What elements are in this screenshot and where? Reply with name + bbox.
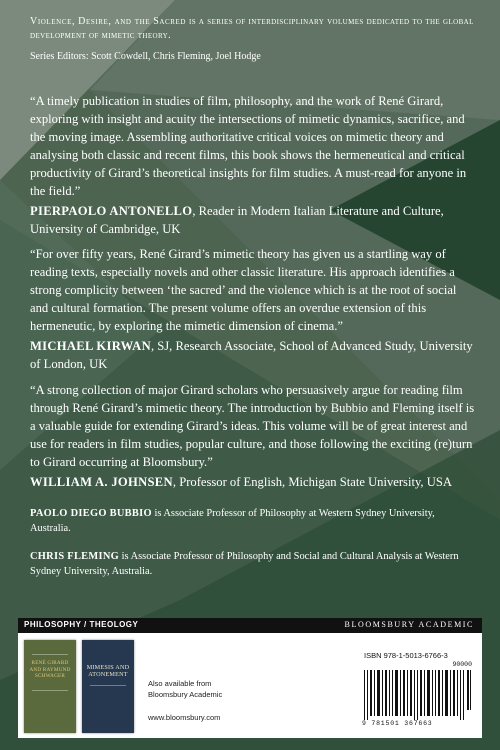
related-book-title-1: RENÉ GIRARD AND RAYMUND SCHWAGER (29, 660, 71, 679)
series-description (30, 15, 480, 43)
divider (32, 690, 68, 691)
endorsement-attribution (30, 473, 477, 491)
author-name: PAOLO DIEGO BUBBIO (30, 508, 152, 519)
endorsement-antonello (30, 92, 477, 238)
related-book-cover-2 (82, 640, 134, 733)
endorser-name: PIERPAOLO ANTONELLO (30, 204, 193, 218)
endorsement-quote: “For over fifty years, René Girard’s mimetic theory has given us a startling way of reading texts, especially novels and other classic literature. His approach identifies a strong complicity between ‘the sacred’ and the violence which is at the root of social and cultural formation. The present volume offers an overdue extension of this hermeneutic, by exploring the mimetic dimension of cinema.” (30, 247, 457, 333)
related-book-cover-1 (24, 640, 76, 733)
barcode-number: 9 781501 367663 (362, 720, 433, 727)
isbn-number: ISBN 978-1-5013-6766-3 (364, 651, 448, 660)
publisher-website: www.bloomsbury.com (148, 713, 221, 722)
endorsement-attribution (30, 202, 477, 238)
endorsement-quote: “A strong collection of major Girard scholars who persuasively argue for reading film through René Girard’s mimetic theory. The introduction by Bubbio and Fleming itself is a valuable guide for extending Girard’s ideas. This volume will be of great interest and use for readers in film studies, popular culture, and those following the exciting (re)turn to Girard occurring at Bloomsbury.” (30, 383, 475, 469)
endorsement-johnsen (30, 381, 477, 491)
price-code: 90000 (452, 661, 472, 668)
also-available-note: Also available from Bloomsbury Academic (148, 679, 223, 699)
divider (90, 685, 126, 686)
barcode-icon (362, 670, 474, 720)
endorsement-quote: “A timely publication in studies of film, philosophy, and the work of René Girard, exploring with insight and acuity the intersections of mimetic dynamics, sacrifice, and the moving image. Assembling authoritative critical voices on mimetic theory and analysing both classic and recent films, this book shows the hermeneutical and critical productivity of Girard’s theoretical insights for film studies. A must-read for anyone in the field.” (30, 94, 467, 198)
endorser-affiliation: , Reader in Modern Italian Literature and Culture, University of Cambridge, UK (30, 204, 444, 236)
related-book-title-2: MIMESIS AND ATONEMENT (86, 664, 130, 678)
endorser-name: MICHAEL KIRWAN (30, 339, 151, 353)
endorsement-attribution (30, 337, 477, 373)
author-name: CHRIS FLEMING (30, 551, 120, 562)
endorsement-kirwan (30, 245, 477, 373)
author-bio-text: is Associate Professor of Philosophy at Western Sydney University, Australia. (30, 508, 435, 534)
divider (32, 654, 68, 655)
series-description-text: is a series of interdisciplinary volumes dedicated to the global development of mimetic theory. (30, 16, 474, 41)
author-bio-bubbio (30, 507, 475, 536)
subject-category: PHILOSOPHY / THEOLOGY (24, 620, 139, 629)
series-name: Violence, Desire, and the Sacred (30, 16, 187, 27)
author-bio-text: is Associate Professor of Philosophy and Social and Cultural Analysis at Western Sydney University, Australia. (30, 551, 459, 577)
endorser-affiliation: , SJ, Research Associate, School of Advanced Study, University of London, UK (30, 339, 473, 371)
publisher-name: BLOOMSBURY ACADEMIC (344, 620, 474, 629)
author-bio-fleming (30, 550, 475, 579)
endorser-affiliation: , Professor of English, Michigan State University, USA (172, 475, 452, 489)
footer-bar (18, 618, 482, 633)
cover-footer-panel (18, 618, 482, 738)
barcode-block (358, 651, 474, 731)
series-editors: Series Editors: Scott Cowdell, Chris Fleming, Joel Hodge (30, 51, 261, 62)
endorser-name: WILLIAM A. JOHNSEN (30, 475, 173, 489)
